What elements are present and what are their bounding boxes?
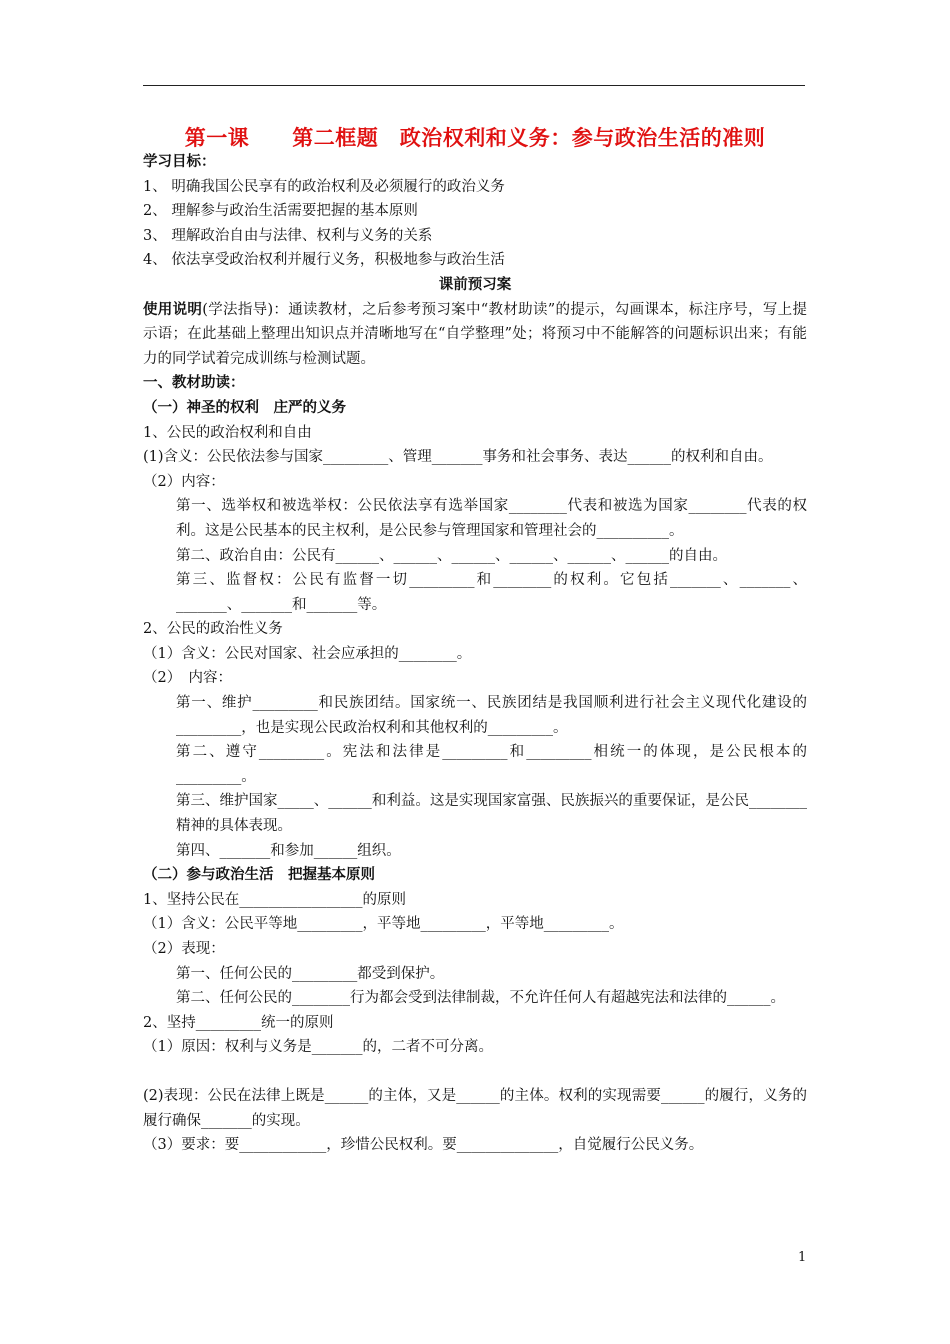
objectives-heading: 学习目标： [143,154,216,170]
blank-gap [143,1060,807,1084]
usage-paragraph [143,298,807,372]
page-title: 第一课 第二框题 政治权利和义务：参与政治生活的准则 [184,126,766,150]
rights-meaning: (1)含义：公民依法参与国家_________、管理_______事务和社会事务、表达______的权利和自由。 [143,449,773,466]
page-number: 1 [798,1250,807,1265]
part2-heading: （二）参与政治生活 把握基本原则 [143,867,375,884]
principle1-first: 第一、任何公民的_________都受到保护。 [176,965,445,982]
usage-text: (学法指导)：通读教材，之后参考预习案中“教材助读”的提示，勾画课本，标注序号，写上提示语；在此基础上整理出知识点并清晰地写在“自学整理”处；将预习中不能解答的问题标识出来；有能力的同学试着完成训练与检测试题。 [143,301,807,367]
rights-content-label: （2）内容： [143,473,225,490]
rights-title: 1、公民的政治权利和自由 [143,424,312,441]
document-body [143,150,807,1158]
principle2-require: （3）要求：要____________，珍惜公民权利。要______________，自觉履行公民义务。 [143,1137,704,1154]
principle1-show-label: （2）表现： [143,941,225,957]
duties-meaning: （1）含义：公民对国家、社会应承担的________。 [143,645,472,662]
rights-second: 第二、政治自由：公民有______、______、______、______、______、______的自由。 [176,547,727,564]
objective-item: 3、 理解政治自由与法律、权利与义务的关系 [143,227,433,244]
duties-first: 第一、维护_________和民族团结。国家统一、民族团结是我国顺利进行社会主义现代化建设的_________，也是实现公民政治权利和其他权利的_________。 [176,695,807,736]
usage-label: 使用说明 [143,301,203,318]
objective-item: 4、 依法享受政治权利并履行义务，积极地参与政治生活 [143,252,505,269]
header-rule [143,85,805,86]
duties-content-label: （2） 内容： [143,670,232,687]
duties-third: 第三、维护国家_____、______和利益。这是实现国家富强、民族振兴的重要保证，是公民________精神的具体表现。 [176,793,807,835]
duties-second: 第二、遵守_________。宪法和法律是_________和_________相统一的体现，是公民根本的_________。 [176,744,807,785]
principle1-title: 1、坚持公民在_________________的原则 [143,891,406,908]
principle2-show: (2)表现：公民在法律上既是______的主体，又是______的主体。权利的实现需要______的履行，义务的履行确保_______的实现。 [143,1087,807,1129]
duties-fourth: 第四、_______和参加______组织。 [176,842,401,859]
duties-title: 2、公民的政治性义务 [143,621,283,638]
rights-third: 第三、监督权：公民有监督一切_________和________的权利。它包括_______、_______、_______、_______和_______等。 [176,572,807,613]
objective-item: 1、 明确我国公民享有的政治权利及必须履行的政治义务 [143,178,505,195]
part1-heading: （一）神圣的权利 庄严的义务 [143,399,346,416]
section1-heading: 一、教材助读： [143,375,245,392]
objective-item: 2、 理解参与政治生活需要把握的基本原则 [143,203,418,220]
principle1-second: 第二、任何公民的________行为都会受到法律制裁，不允许任何人有超越宪法和法律的______。 [176,990,785,1007]
preview-heading: 课前预习案 [438,276,512,293]
principle2-reason: （1）原因：权利与义务是_______的，二者不可分离。 [143,1039,493,1056]
rights-first: 第一、选举权和被选举权：公民依法享有选举国家________代表和被选为国家________代表的权利。这是公民基本的民主权利，是公民参与管理国家和管理社会的__________。 [176,498,807,539]
principle1-meaning: （1）含义：公民平等地_________，平等地_________，平等地_________。 [143,916,624,933]
principle2-title: 2、坚持_________统一的原则 [143,1014,334,1031]
